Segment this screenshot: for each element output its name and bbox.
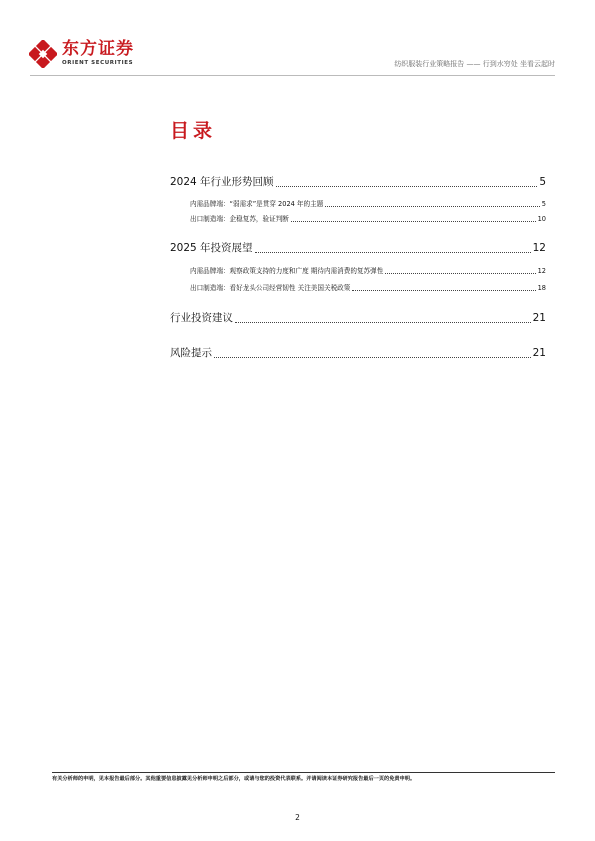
toc-leader-dots bbox=[291, 221, 536, 222]
toc-entry-page: 21 bbox=[532, 347, 546, 359]
toc-leader-dots bbox=[255, 252, 531, 253]
toc-entry-page: 5 bbox=[541, 200, 546, 208]
toc-entry[interactable] bbox=[170, 176, 546, 189]
toc-entry-title: 风险提示 bbox=[170, 347, 212, 359]
toc-entry-title: 行业投资建议 bbox=[170, 312, 233, 324]
page-header bbox=[0, 0, 595, 80]
toc-leader-dots bbox=[385, 273, 535, 274]
toc-entry[interactable] bbox=[170, 312, 546, 325]
toc-entry-page: 10 bbox=[537, 215, 546, 223]
brand-name-cn: 东方证券 bbox=[62, 39, 134, 59]
toc-leader-dots bbox=[325, 206, 539, 207]
toc-entry[interactable] bbox=[170, 347, 546, 360]
orient-securities-logo-icon bbox=[29, 40, 57, 68]
toc-leader-dots bbox=[352, 290, 535, 291]
toc-entry[interactable] bbox=[190, 267, 546, 276]
toc-entry-title: 内需品牌端：“弱需求”是贯穿 2024 年的主题 bbox=[190, 200, 324, 208]
toc-entry[interactable] bbox=[190, 284, 546, 293]
brand-name-en: ORIENT SECURITIES bbox=[62, 60, 134, 66]
toc-entry-page: 12 bbox=[532, 242, 546, 254]
header-divider bbox=[30, 75, 555, 76]
toc-entry-page: 18 bbox=[537, 284, 546, 292]
footer-disclaimer: 有关分析师的申明，见本报告最后部分。其他重要信息披露见分析师申明之后部分，或请与您的投资代表联系。并请阅读本证券研究报告最后一页的免责申明。 bbox=[52, 776, 416, 782]
toc-entry-title: 出口制造端：看好龙头公司经营韧性 关注美国关税政策 bbox=[190, 284, 351, 292]
toc-entry-page: 12 bbox=[537, 267, 546, 275]
toc-entry-title: 出口制造端：企稳复苏，验证判断 bbox=[190, 215, 289, 223]
toc-entry-title: 2025 年投资展望 bbox=[170, 242, 253, 254]
toc-entry[interactable] bbox=[190, 215, 546, 224]
toc-entry-page: 21 bbox=[532, 312, 546, 324]
toc-leader-dots bbox=[235, 322, 531, 323]
report-title: 纺织服装行业策略报告 —— 行到水穷处 坐看云起时 bbox=[394, 60, 555, 68]
toc-leader-dots bbox=[276, 186, 538, 187]
page-number: 2 bbox=[295, 813, 300, 822]
footer-divider bbox=[52, 772, 555, 773]
toc-entry-page: 5 bbox=[539, 176, 546, 188]
toc-entry-title: 2024 年行业形势回顾 bbox=[170, 176, 274, 188]
toc-leader-dots bbox=[214, 357, 531, 358]
toc-entry[interactable] bbox=[190, 200, 546, 209]
toc-entry[interactable] bbox=[170, 242, 546, 255]
toc-heading: 目录 bbox=[170, 120, 217, 142]
toc-entry-title: 内需品牌端：观察政策支持的力度和广度 期待内需消费的复苏弹性 bbox=[190, 267, 384, 275]
